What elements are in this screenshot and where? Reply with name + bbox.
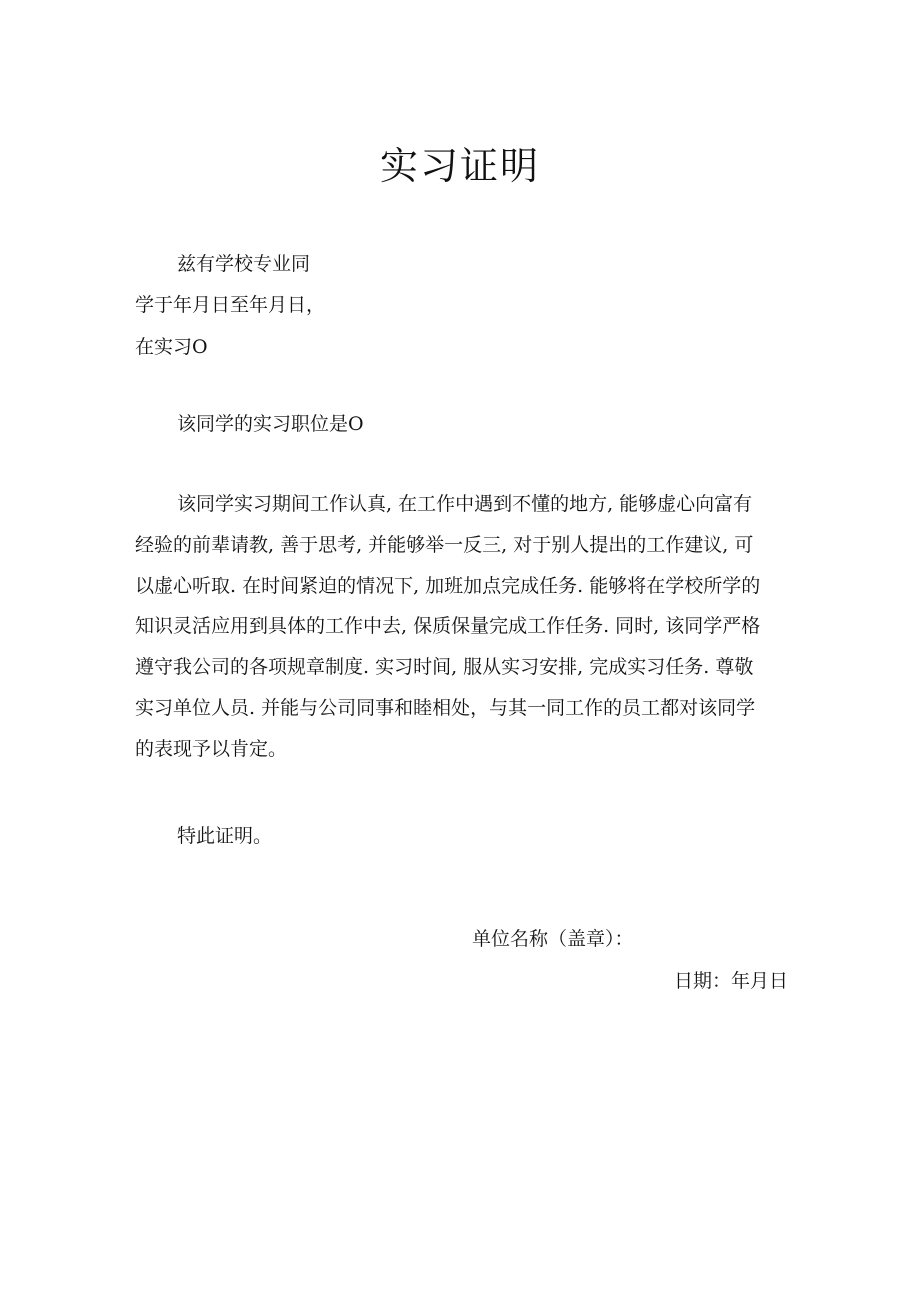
signature-date-label: 日期：年月日 <box>673 970 788 992</box>
closing-line: 特此证明。 <box>177 825 273 847</box>
intro-line-2: 学于年月日至年月日， <box>135 294 326 316</box>
evaluation-line: 以虚心听取. 在时间紧迫的情况下, 加班加点完成任务. 能够将在学校所学的 <box>135 574 761 597</box>
signature-unit-label: 单位名称（盖章）： <box>472 928 634 950</box>
position-line: 该同学的实习职位是O <box>177 413 364 435</box>
evaluation-line: 该同学实习期间工作认真, 在工作中遇到不懂的地方, 能够虚心向富有 <box>177 493 753 515</box>
document-title: 实习证明 <box>379 144 540 188</box>
intro-line-1: 兹有学校专业同 <box>177 253 311 275</box>
evaluation-line: 的表现予以肯定。 <box>135 737 288 760</box>
evaluation-line: 经验的前辈请教, 善于思考, 并能够举一反三, 对于别人提出的工作建议, 可 <box>135 533 754 556</box>
evaluation-line: 实习单位人员. 并能与公司同事和睦相处，与其一同工作的员工都对该同学 <box>135 696 756 719</box>
evaluation-line: 知识灵活应用到具体的工作中去, 保质保量完成工作任务. 同时, 该同学严格 <box>135 615 761 638</box>
evaluation-line: 遵守我公司的各项规章制度. 实习时间, 服从实习安排, 完成实习任务. 尊敬 <box>135 656 754 679</box>
intro-line-3: 在实习O <box>135 336 208 358</box>
evaluation-paragraph <box>135 484 790 770</box>
